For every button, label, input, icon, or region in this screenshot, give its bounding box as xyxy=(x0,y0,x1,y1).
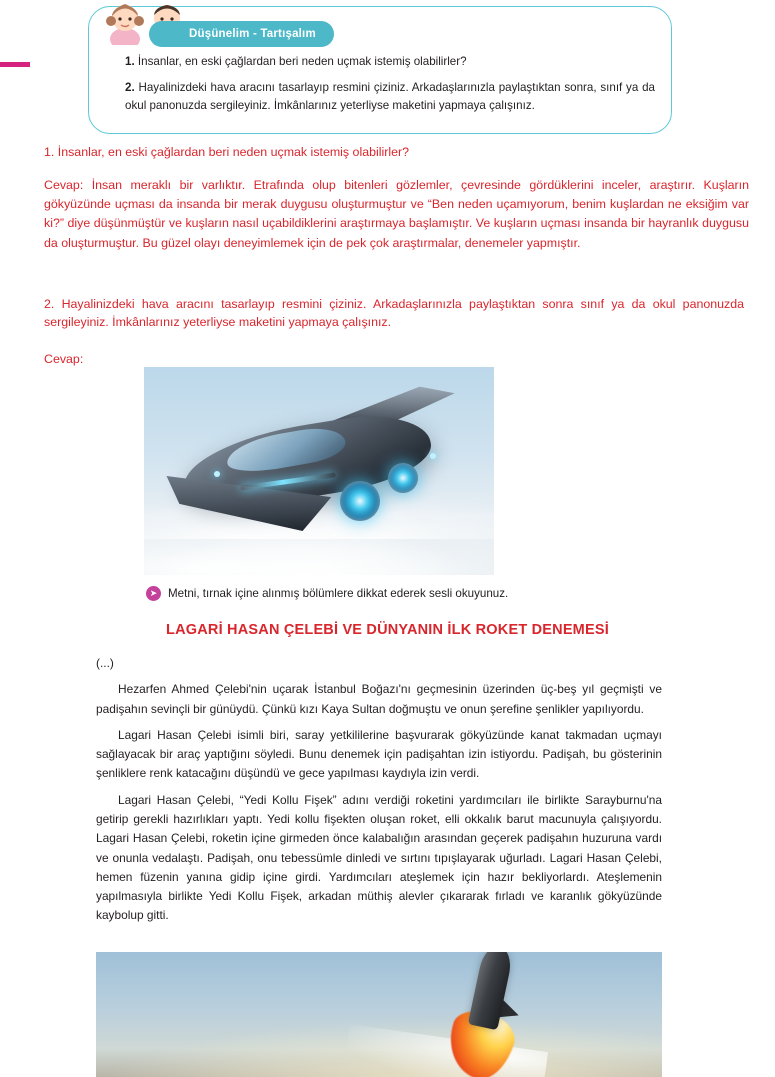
plane-engine-small xyxy=(388,463,418,493)
reading-title: LAGARİ HASAN ÇELEBİ VE DÜNYANIN İLK ROKET DENEMESİ xyxy=(166,622,609,638)
callout-item-2-text: Hayalinizdeki hava aracını tasarlayıp resmini çiziniz. Arkadaşlarınızla paylaştıktan sonra, sınıf ya da okul panonuzda sergileyiniz. İmkânlarınız yeterliyse maketini yapmaya çalışınız. xyxy=(125,80,655,112)
reading-paragraph-2: Lagari Hasan Çelebi isimli biri, saray yetkililerine başvurarak gökyüzünde kanat takmadan uçmayı sağlayacak bir araç yaptığını söyledi. Bunu denemek için padişahtan izin istiyordu. Padişah, bu gösterinin şenliklere renk katacağını düşündü ve gece yapılması kaydıyla izin verdi. xyxy=(96,727,662,781)
callout-items xyxy=(107,53,655,115)
callout-item-2 xyxy=(107,79,655,115)
callout-badge-label: Düşünelim - Tartışalım xyxy=(189,28,316,40)
read-aloud-instruction xyxy=(146,586,508,601)
plane-engine-large xyxy=(340,481,380,521)
question-2-heading: 2. Hayalinizdeki hava aracını tasarlayıp resmini çiziniz. Arkadaşlarınızla paylaştıktan sonra sınıf ya da okul panonuzda sergileyiniz. İmkânlarınız yeterliyse maketini yapmaya çalışınız. xyxy=(44,297,744,329)
reading-paragraph-1: Hezarfen Ahmed Çelebi'nin uçarak İstanbul Boğazı'nı geçmesinin üzerinden üç-beş yıl geçmişti ve padişahın sevinçli bir günüydü. Çünkü kızı Kaya Sultan doğmuştu ve onun şerefine şenlikler yapılıyordu. xyxy=(96,682,662,716)
callout-item-1-text: İnsanlar, en eski çağlardan beri neden uçmak istemiş olabilirler? xyxy=(137,55,467,68)
callout-badge xyxy=(149,21,334,47)
plane-tail-light xyxy=(430,453,436,459)
arrow-bullet-icon: ➤ xyxy=(146,586,161,601)
callout-item-1 xyxy=(107,53,655,71)
futuristic-plane-image xyxy=(144,367,494,575)
read-aloud-text: Metni, tırnak içine alınmış bölümlere dikkat ederek sesli okuyunuz. xyxy=(168,587,509,600)
reading-paragraph-3: Lagari Hasan Çelebi, “Yedi Kollu Fişek” adını verdiği roketini yardımcıları ile birlikte Sarayburnu'na getirip gerekli hazırlıkları yaptı. Yedi kollu fişekten oluşan roket, elli okkalık barut macunuyla çalışıyordu. Lagari Hasan Çelebi, roketin içine girmeden önce kalabalığın arasından geçerek padişahın huzuruna vardı ve onunla vedalaştı. Padişah, onu tebessümle dinledi ve sırtını tıpışlayarak uğurladı. Lagari Hasan Çelebi, hemen füzenin yanına gidip içine girdi. Yardımcıları ateşlemek için hazır bekliyorlardı. Ateşlemenin yapılmasıyla birlikte Yedi Kollu Fişek, arkadan müthiş alevler çıkararak fırladı ve karanlık gökyüzünde kaybolup gitti. xyxy=(96,792,662,923)
answer-2-label: Cevap: xyxy=(44,352,84,366)
plane-nose-light xyxy=(214,471,220,477)
reading-ellipsis: (...) xyxy=(96,656,114,670)
callout-item-2-number: 2. xyxy=(125,80,135,94)
discussion-callout xyxy=(88,6,672,134)
callout-item-1-number: 1. xyxy=(125,55,135,68)
answer-1-text: Cevap: İnsan meraklı bir varlıktır. Etrafında olup bitenleri gözlemler, çevresinde gördüklerini inceler, araştırır. Kuşların gökyüzünde uçması da insanda bir merak duygusu oluşturmuştur ve “Ben neden uçamıyorum, benim kuşlardan ne eksiğim var ki?” diye düşünmüştür ve kuşların nasıl uçabildiklerini araştırmaya başlamıştır. Ve kuşların uçması insanda bir hayranlık duygusu da oluşturmuştur. Bu güzel olayı deneyimlemek için de pek çok araştırmalar, denemeler yapmıştır. xyxy=(44,178,749,250)
reading-body xyxy=(96,654,662,933)
girl-avatar-icon xyxy=(103,0,147,45)
rocket-launch-image xyxy=(96,952,662,1077)
page-edge-marker xyxy=(0,62,30,67)
question-1-heading: 1. İnsanlar, en eski çağlardan beri neden uçmak istemiş olabilirler? xyxy=(44,145,410,159)
